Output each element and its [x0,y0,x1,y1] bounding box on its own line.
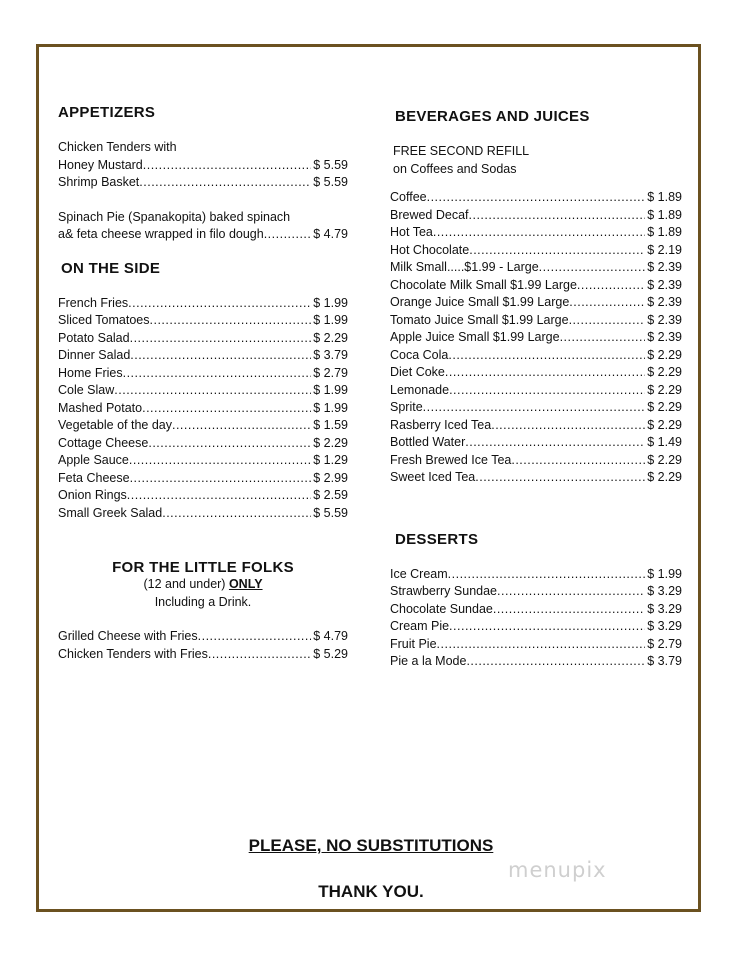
item-name: Coffee [390,190,427,204]
menupix-watermark: menupix [508,858,607,882]
item-name: Apple Juice Small $1.99 Large [390,330,560,344]
beverages-heading: BEVERAGES AND JUICES [395,108,590,125]
item-price: $ 2.29 [647,470,682,484]
beverages-list [390,189,682,487]
item-price: $ 5.59 [313,157,348,172]
item-name: Chocolate Sundae [390,601,493,616]
refill-line-2: on Coffees and Sodas [393,161,517,176]
menu-item [58,417,348,435]
item-name: Fresh Brewed Ice Tea [390,452,512,467]
item-price: $ 1.89 [647,190,682,204]
on-the-side-heading: ON THE SIDE [61,259,161,277]
appetizer-spinach-line: Spinach Pie (Spanakopita) baked spinach [58,209,291,224]
menu-item [390,347,682,365]
item-price: $ 3.29 [647,601,682,616]
little-folks-heading: FOR THE LITTLE FOLKS [112,559,294,576]
item-price: $ 2.29 [313,435,348,450]
item-price: $ 2.39 [647,277,682,292]
menu-item [58,452,348,470]
item-name: Chocolate Milk Small $1.99 Large [390,277,577,292]
item-name: Hot Chocolate [390,242,470,257]
menu-item [390,259,682,277]
item-price: $ 5.29 [313,646,348,661]
menu-item [390,636,682,654]
menu-item [390,364,682,382]
menu-item [390,224,682,242]
no-substitutions-notice [0,836,742,856]
menu-item [390,312,682,330]
item-price: $ 3.79 [647,654,682,668]
menu-item [390,277,682,295]
menu-item [58,646,348,664]
menu-item [58,487,348,505]
item-name: French Fries [58,295,129,310]
item-price: $ 5.59 [313,175,348,189]
item-name: Home Fries [58,365,123,380]
item-name: Potato Salad [58,330,130,345]
menu-item [390,329,682,347]
item-price: $ 2.79 [313,365,348,380]
item-name: Strawberry Sundae [390,584,498,598]
item-price: $ 2.19 [647,242,682,257]
item-price: $ 1.99 [313,383,348,397]
item-price: $ 2.39 [647,330,682,344]
item-price: $ 1.89 [647,225,682,239]
little-folks-only: ONLY [228,577,263,591]
item-name: Shrimp Basket [58,175,140,189]
menu-item [390,294,682,312]
item-name: Cottage Cheese [58,435,149,450]
item-name: Feta Cheese [58,470,130,485]
item-name: Ice Cream [390,566,448,581]
item-name: Sweet Iced Tea [390,470,476,484]
item-price: $ 2.39 [647,295,682,309]
item-name: Cole Slaw [58,383,115,397]
menu-item [390,207,682,225]
item-name: Cream Pie [390,619,450,633]
item-price: $ 1.89 [647,207,682,222]
menu-item [58,382,348,400]
item-price: $ 2.29 [647,417,682,432]
menu-item [58,157,348,175]
item-name: Grilled Cheese with Fries [58,629,198,643]
item-name: Mashed Potato [58,400,143,415]
appetizers-heading: APPETIZERS [58,104,156,121]
item-name: Hot Tea [390,225,433,239]
menu-item [58,470,348,488]
item-price: $ 2.59 [313,488,348,502]
menu-item [390,399,682,417]
item-name: Lemonade [390,382,450,397]
menu-item [58,347,348,365]
item-price: $ 1.59 [313,418,348,432]
little-folks-note [58,576,348,594]
menu-item [390,566,682,584]
menu-item [390,382,682,400]
item-name: Pie a la Mode [390,654,467,668]
item-name: Coca Cola [390,347,449,362]
menu-item [390,434,682,452]
menu-item [58,435,348,453]
menu-item [390,189,682,207]
item-price: $ 1.49 [647,435,682,449]
little-folks-age: (12 and under) [143,577,229,591]
item-price: $ 1.99 [313,295,348,310]
item-name: Onion Rings [58,488,127,502]
menu-item [390,583,682,601]
item-price: $ 1.99 [313,313,348,327]
menu-item [58,365,348,383]
refill-line-1: FREE SECOND REFILL [393,144,530,158]
little-folks-list [58,628,348,663]
item-name: Orange Juice Small $1.99 Large [390,295,570,309]
item-name: Diet Coke [390,365,445,379]
menu-item [58,330,348,348]
item-name: Milk Small.....$1.99 - Large [390,260,539,274]
item-price: $ 2.29 [647,382,682,397]
menu-item [58,312,348,330]
item-price: $ 2.29 [647,365,682,379]
item-price: $ 3.29 [647,584,682,598]
item-name: Honey Mustard [58,157,143,172]
item-name: Tomato Juice Small $1.99 Large [390,312,569,327]
item-name: Apple Sauce [58,453,129,467]
menu-item [58,628,348,646]
right-column [390,108,682,671]
menu-item [58,174,348,192]
menu-item [58,400,348,418]
item-price: $ 2.99 [313,470,348,485]
item-price: $ 1.29 [313,453,348,467]
item-name: Chicken Tenders with Fries [58,646,208,661]
on-the-side-list [58,295,348,523]
left-column [58,104,348,663]
menu-item [58,505,348,523]
desserts-list [390,566,682,671]
menu-item [390,242,682,260]
item-price: $ 5.59 [313,505,348,520]
item-name: Small Greek Salad [58,505,163,520]
item-price: $ 3.29 [647,619,682,633]
no-substitutions-text: PLEASE, NO SUBSTITUTIONS [248,836,494,855]
item-price: $ 2.39 [647,260,682,274]
item-price: $ 2.39 [647,312,682,327]
menu-item [58,295,348,313]
menu-item [390,653,682,671]
item-name: Vegetable of the day [58,418,172,432]
item-name: Bottled Water [390,435,466,449]
item-price: $ 4.79 [313,629,348,643]
thank-you-text: THANK YOU. [318,882,424,901]
menu-item [390,601,682,619]
appetizer-chicken-line: Chicken Tenders with [58,140,177,154]
item-price: $ 3.79 [313,348,348,362]
item-name: Fruit Pie [390,636,437,651]
item-name: Dinner Salad [58,348,131,362]
item-price: $ 2.29 [647,400,682,414]
menu-item [58,226,348,244]
item-name: Sliced Tomatoes [58,313,150,327]
item-price: $ 4.79 [313,227,348,241]
menu-item [390,469,682,487]
item-name: Sprite [390,400,423,414]
item-price: $ 1.99 [313,400,348,415]
item-price: $ 1.99 [647,566,682,581]
item-name: Brewed Decaf [390,207,469,222]
menu-item [390,452,682,470]
item-name: a& feta cheese wrapped in filo dough [58,227,264,241]
item-price: $ 2.29 [647,452,682,467]
menu-item [390,618,682,636]
item-price: $ 2.79 [647,636,682,651]
item-price: $ 2.29 [313,330,348,345]
item-price: $ 2.29 [647,347,682,362]
little-folks-drink-note: Including a Drink. [154,594,252,609]
menu-item [390,417,682,435]
desserts-heading: DESSERTS [395,530,479,548]
item-name: Rasberry Iced Tea [390,417,492,432]
